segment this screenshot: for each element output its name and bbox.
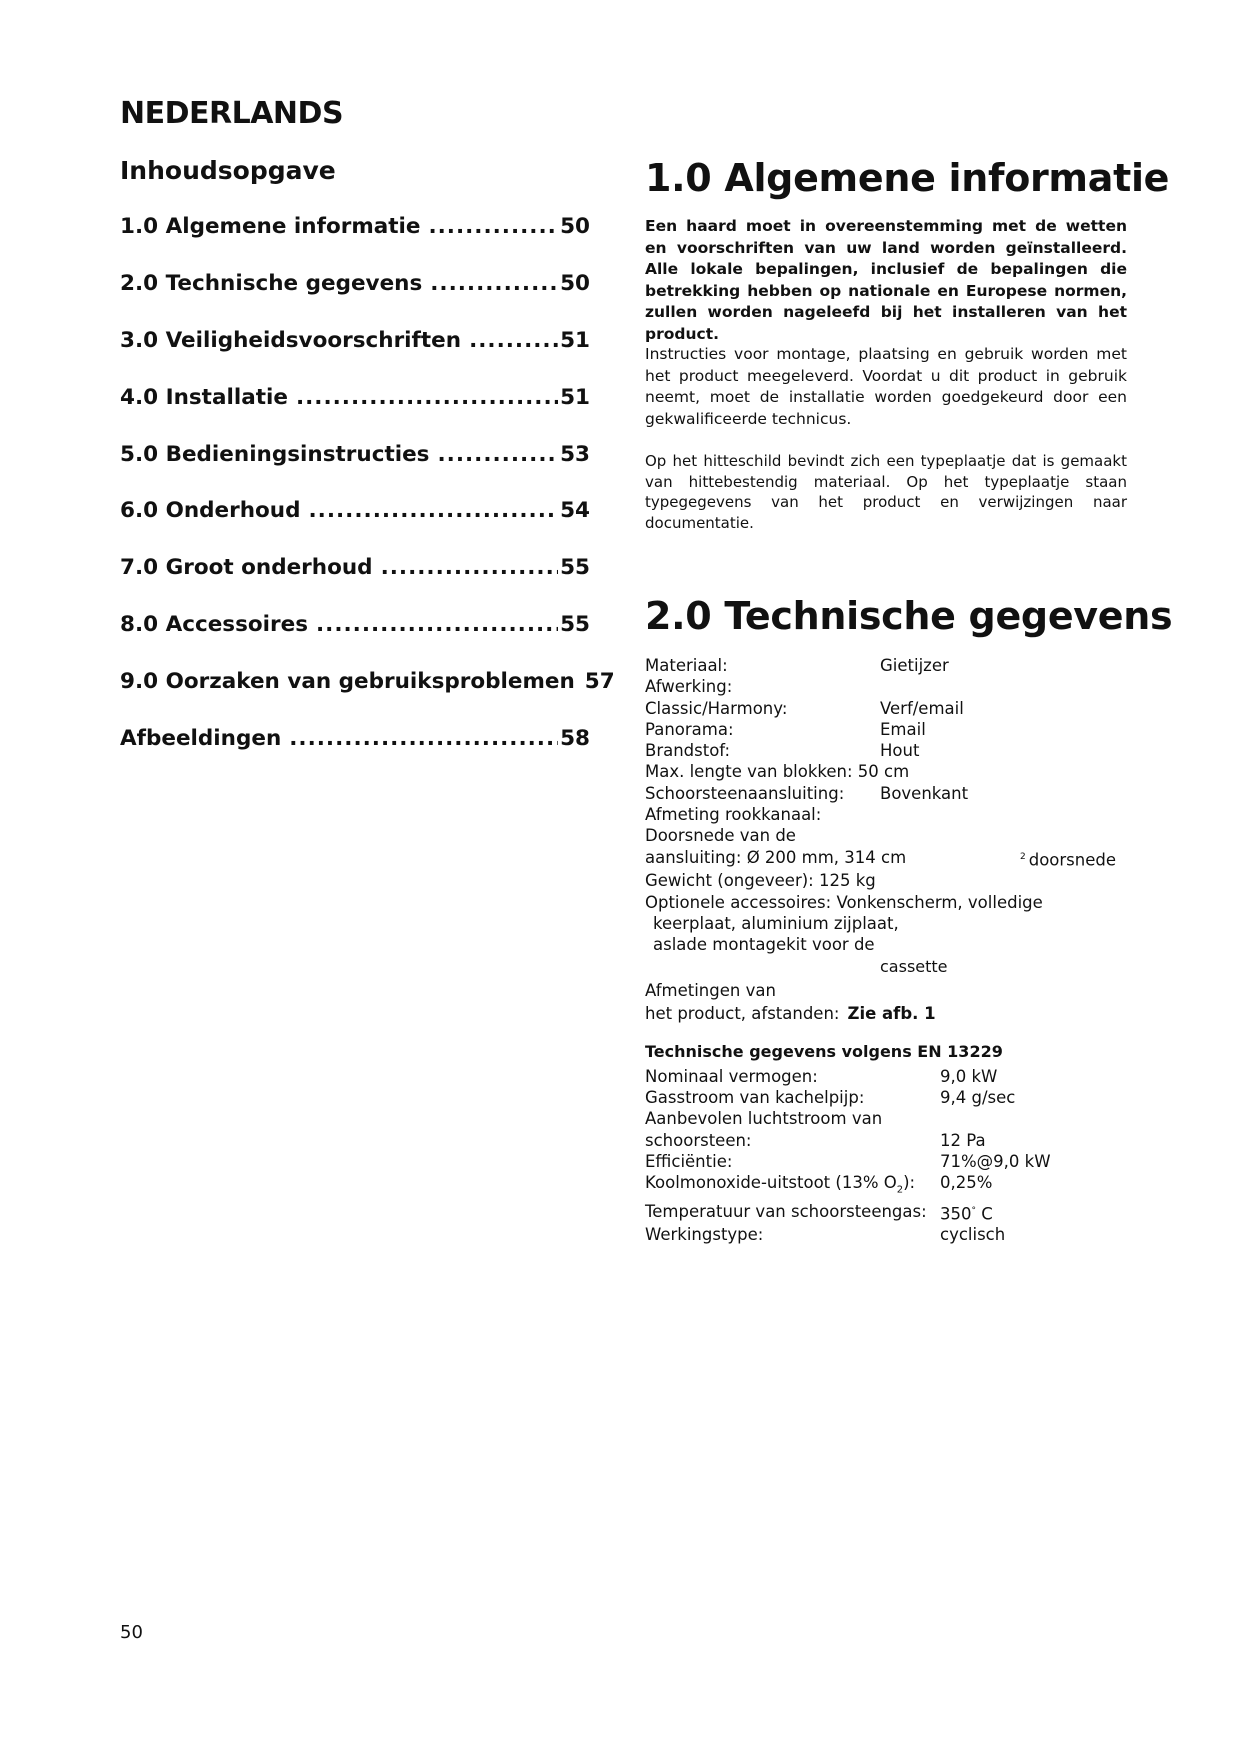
spec-row-aslade (645, 934, 1145, 955)
toc-item-page: 51 (560, 327, 590, 353)
toc-item-page: 57 (584, 669, 615, 695)
spec-row-keerplaat (645, 913, 1145, 934)
temp-number: 350 (940, 1204, 972, 1224)
toc-item[interactable] (120, 442, 590, 499)
toc-item-page: 53 (560, 441, 590, 467)
section1-paragraph-2: Instructies voor montage, plaatsing en gebruik worden met het product meegeleverd. Voordat u dit product in gebruik neemt, moet de installatie worden goedgekeurd door een gekwalificeerde technicus. (645, 345, 1127, 428)
toc-item[interactable] (120, 669, 615, 726)
toc-leader-dots (381, 555, 559, 580)
spec-label: aansluiting: Ø 200 mm, 314 cm (645, 847, 907, 867)
spec-label: het product, afstanden: (645, 1004, 840, 1024)
spec-label: Panorama: (645, 719, 734, 739)
section1-bold-paragraph: Een haard moet in overeenstemming met de wetten en voorschriften van uw land worden geïnstalleerd. Alle lokale bepalingen, inclusief de bepalingen die betrekking hebben op nationale en Europese normen, zullen worden nageleefd bij het installeren van het product. (645, 217, 1127, 343)
toc-item-label: Afbeeldingen (120, 726, 282, 752)
spec-list (645, 655, 1145, 1025)
spec-label: Max. lengte van blokken: 50 cm (645, 762, 910, 782)
spec-row-materiaal (645, 655, 1145, 676)
spec-row-cassette (645, 956, 1145, 977)
toc-item[interactable] (120, 385, 590, 442)
toc-item-label: 4.0 Installatie (120, 384, 288, 410)
toc-leader-dots (309, 498, 559, 523)
table-of-contents (120, 214, 615, 783)
spec-value: Verf/email (880, 698, 964, 718)
spec-row-panorama (645, 719, 1145, 740)
spec-value: cassette (880, 956, 948, 976)
toc-item-page: 58 (560, 726, 590, 752)
toc-item-label: 7.0 Groot onderhoud (120, 555, 373, 581)
tech-value: 12 Pa (940, 1130, 986, 1150)
toc-leader-dots (469, 328, 558, 353)
toc-item-label: 8.0 Accessoires (120, 612, 308, 638)
toc-item-label: 5.0 Bedieningsinstructies (120, 441, 430, 467)
spec-value: Zie afb. 1 (847, 1004, 936, 1024)
spec-value: Email (880, 719, 926, 739)
toc-item[interactable] (120, 555, 590, 612)
toc-item[interactable] (120, 612, 590, 669)
toc-item-page: 50 (560, 270, 590, 296)
toc-item-label: 2.0 Technische gegevens (120, 270, 423, 296)
tech-label: Gasstroom van kachelpijp: (645, 1088, 865, 1108)
toc-item[interactable] (120, 726, 590, 783)
tech-row (645, 1130, 1085, 1151)
spec-value: Gietijzer (880, 656, 949, 675)
tech-label: Aanbevolen luchtstroom van (645, 1109, 883, 1129)
tech-label: Temperatuur van schoorsteengas: (645, 1201, 927, 1221)
spec-row-aansluiting (645, 847, 1145, 871)
toc-item-label: 6.0 Onderhoud (120, 498, 301, 524)
degree-symbol: ° (971, 1205, 976, 1216)
section1-paragraph-3: Op het hitteschild bevindt zich een typeplaatje dat is gemaakt van hittebestendig materiaal. Op het typeplaatje staan typegegevens van het product en verwijzingen naar documentatie. (645, 452, 1127, 532)
tech-row (645, 1151, 1085, 1172)
spec-row-brandstof (645, 740, 1145, 761)
spec-row-schoorsteen (645, 783, 1145, 804)
toc-leader-dots (289, 726, 558, 751)
tech-data-list (645, 1066, 1085, 1245)
toc-leader-dots (316, 612, 558, 637)
tech-value: cyclisch (940, 1225, 1006, 1245)
co-label-post: ): (903, 1173, 916, 1193)
doorsnede-word: doorsnede (1028, 850, 1117, 870)
toc-item-page: 54 (560, 498, 590, 524)
toc-leader-dots (430, 271, 558, 296)
section2-title: 2.0 Technische gegevens (645, 594, 1173, 638)
tech-row (645, 1087, 1085, 1108)
toc-item-label: 3.0 Veiligheidsvoorschriften (120, 327, 462, 353)
toc-item-page: 50 (560, 214, 590, 239)
spec-row-optionele (645, 892, 1145, 913)
tech-value: 9,0 kW (940, 1067, 998, 1086)
tech-row (645, 1201, 1085, 1225)
toc-item-page: 55 (560, 612, 590, 638)
section1-title: 1.0 Algemene informatie (645, 156, 1170, 200)
spec-row-afwerking (645, 676, 1145, 697)
spec-label: keerplaat, aluminium zijplaat, (653, 914, 899, 934)
spec-label: Gewicht (ongeveer): 125 kg (645, 871, 876, 891)
temp-unit: C (976, 1204, 993, 1224)
spec-row-classic (645, 698, 1145, 719)
toc-item-page: 51 (560, 384, 590, 410)
tech-label: Nominaal vermogen: (645, 1067, 818, 1086)
superscript-2: 2 (1020, 851, 1026, 862)
spec-label: Afmeting rookkanaal: (645, 805, 822, 825)
spec-row-doorsnede (645, 825, 1145, 846)
tech-label (645, 1172, 940, 1201)
tech-label: Werkingstype: (645, 1225, 764, 1245)
spec-label: Optionele accessoires: Vonkenscherm, volledige (645, 892, 1043, 912)
spec-value (1020, 847, 1116, 871)
spec-row-afmetingen (645, 980, 1145, 1001)
spec-value: Hout (880, 741, 920, 761)
spec-row-max-lengte (645, 761, 1145, 782)
toc-leader-dots (428, 214, 558, 239)
toc-item[interactable] (120, 328, 590, 385)
tech-row (645, 1108, 1085, 1129)
toc-item[interactable] (120, 271, 590, 328)
tech-value: 71%@9,0 kW (940, 1151, 1051, 1171)
spec-label: aslade montagekit voor de (653, 935, 875, 955)
spec-label: Brandstof: (645, 741, 731, 761)
toc-item[interactable] (120, 498, 590, 555)
co-label-sub: 2 (896, 1184, 904, 1196)
tech-label: Efficiëntie: (645, 1151, 733, 1171)
tech-row (645, 1066, 1085, 1087)
spec-label: Classic/Harmony: (645, 698, 788, 718)
spec-row-gewicht (645, 870, 1145, 891)
spec-row-het-product (645, 1003, 1145, 1024)
page-number: 50 (120, 1622, 143, 1643)
spec-label: Materiaal: (645, 656, 728, 675)
co-label-pre: Koolmonoxide-uitstoot (13% O (645, 1173, 897, 1193)
spec-value: Bovenkant (880, 783, 969, 803)
toc-item[interactable] (120, 214, 590, 271)
tech-data-title: Technische gegevens volgens EN 13229 (645, 1042, 1003, 1061)
toc-item-page: 55 (560, 555, 590, 581)
tech-value: 9,4 g/sec (940, 1088, 1016, 1108)
spec-label: Schoorsteenaansluiting: (645, 783, 845, 803)
tech-value (940, 1201, 993, 1225)
language-title: NEDERLANDS (120, 96, 344, 131)
spec-label: Afwerking: (645, 677, 733, 697)
tech-row (645, 1172, 1085, 1201)
tech-value: 0,25% (940, 1173, 993, 1193)
toc-leader-dots (296, 385, 558, 410)
spec-label: Doorsnede van de (645, 826, 796, 846)
tech-row (645, 1224, 1085, 1245)
spec-row-rookkanaal (645, 804, 1145, 825)
toc-item-label: 1.0 Algemene informatie (120, 214, 421, 239)
toc-heading: Inhoudsopgave (120, 156, 336, 185)
spec-label: Afmetingen van (645, 980, 776, 1000)
toc-item-label: 9.0 Oorzaken van gebruiksproblemen (120, 669, 575, 695)
toc-leader-dots (437, 442, 558, 467)
tech-label: schoorsteen: (645, 1130, 752, 1150)
